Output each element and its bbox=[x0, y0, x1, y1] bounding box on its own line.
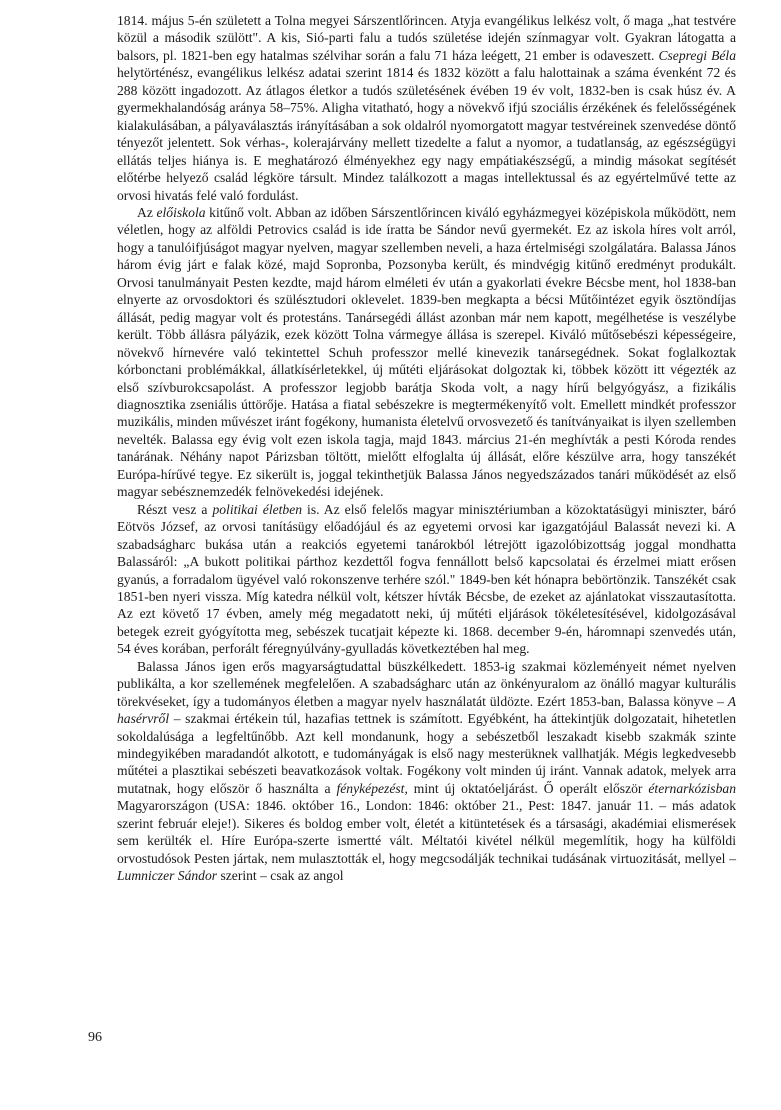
paragraph bbox=[117, 204, 736, 501]
italic-text: Csepregi Béla bbox=[658, 47, 736, 63]
italic-text: fényképezést bbox=[336, 780, 405, 796]
paragraph bbox=[117, 501, 736, 658]
text-run: 1814. május 5-én született a Tolna megyei Sárszentlőrincen. Atyja evangélikus lelkész volt, ő maga „hat testvére közül a második szülött". A kis, Sió-parti falu a tudós születése idején színmagyar volt. Gyakran látogatta a balsors, pl. 1821-ben egy hatalmas szélvihar során a falu 71 háza leégett, 21 ember is odaveszett. bbox=[117, 13, 736, 63]
italic-text: éternarkózisban bbox=[648, 780, 736, 796]
text-run: Balassa János igen erős magyarságtudattal büszkélkedett. 1853-ig szakmai közleményeit német nyelven publikálta, a kor szellemének megfelelően. A szabadságharc után az önkényuralom az önálló magyar kulturális törekvéseket, így a tudományos életben a magyar nyelv használatát üldözte. Ezért 1853-ban, Balassa könyve – bbox=[117, 658, 736, 709]
text-run: Magyarországon (USA: 1846. október 16., London: 1846: október 21., Pest: 1847. január 11. – más adatok szerint február eleje!). Sikeres és boldog ember volt, életét a kitüntetések és a társasági, akadémiai elismerések sem kerülték el. Híre Európa-szerte ismertté vált. Méltatói kivétel nélkül megemlítik, hogy ha külföldi orvostudósok Pesten jártak, nem mulasztották el, hogy megcsodálják technikai tudásának virtuozitását, mellyel – bbox=[117, 798, 736, 866]
paragraph bbox=[117, 658, 736, 885]
text-run: helytörténész, evangélikus lelkész adatai szerint 1814 és 1832 között a falu halottainak a száma évenként 72 és 288 között ingadozott. Az átlagos életkor a tudós születésének évében 19 év volt, 1832-ben is csak húsz év. A gyermekhalandóság aránya 58–75%. Aligha vitatható, hogy a növekvő ifjú szociális érzékének és felelősségének kialakulásában, a pályaválasztás irányításában a sok oldalról nyomorgatott magyar testvéreinek szenvedése döntő tényezőt jelentett. Sok vérhas-, kolerajárvány mellett tizedelte a falut a nyomor, a tudatlanság, az egészségügyi ellátás teljes hiánya is. E meghatározó élményekhez egy nagy empátiakészségű, a mindig másokat segítését előtérbe helyező család légköre társult. Mindez találkozott a magas intellektussal és az egyértelművé tette az orvosi hivatás felé való fordulást. bbox=[117, 65, 736, 203]
page-number: 96 bbox=[88, 1030, 102, 1045]
text-run: , mint új oktatóeljárást. Ő operált először bbox=[404, 780, 649, 796]
text-run: – szakmai értékein túl, hazafias tettnek is számított. Egyébként, ha áttekintjük dolgozatait, hihetetlen sokoldalúsága a legfeltűnőbb. Azt kell mondanunk, hogy a sebészetből leszakadt kisebb szakmák szinte mindegyikében maradandót alkotott, e tudományágak is első nagy mesterüknek vallhatják. Mégis legkedvesebb műtétei a plasztikai sebészeti beavatkozások voltak. Fogékony volt minden új iránt. Vannak adatok, melyek arra mutatnak, hogy először ő használta a bbox=[117, 711, 736, 796]
text-run: szerint – csak az angol bbox=[217, 868, 344, 884]
text-run: is. Az első felelős magyar minisztériumban a közoktatásügyi miniszter, báró Eötvös József, az orvosi tanításügy előadójául és az egyetemi orvosi kar igazgatójául Balassát nevezi ki. A szabadságharc bukása után a reakciós egyetemi tanárokból létrejött igazolóbizottság joggal mondhatta Balassáról: „A bukott politikai párthoz kezdettől fogva fennállott belső kapcsolatai és érzelmei miatt erősen gyanús, a forradalom ügyével való rokonszenve terhére szól." 1849-ben két hónapra bebörtönzik. Tanszékét csak 1851-ben nyeri vissza. Míg katedra nélkül volt, kétszer hívták Bécsbe, de ezeket az ajánlatokat visszautasította. Az ezt követő 17 évben, amely még megadatott neki, új műtéti eljárások tökéletesítésével, kidolgozásával betegek ezreit gyógyította meg, sebészek tucatjait képezte ki. 1868. december 9-én, háromnapi szenvedés után, 54 éves korában, perforált féregnyúlvány-gyulladás következtében hal meg. bbox=[117, 501, 736, 657]
paragraph bbox=[117, 12, 736, 204]
italic-text: A hasérvről bbox=[117, 693, 736, 727]
text-run: kitűnő volt. Abban az időben Sárszentlőrincen kiváló egyházmegyei középiskola működött, nem véletlen, hogy az alföldi Petrovics család is ide íratta be Sándor nevű gyermekét. Ez az iskola híres volt arról, hogy a tanulóifjúságot magyar nyelven, magyar szellemben neveli, a haza értelmiségi szolgálatára. Balassa János három évig járt e falak közé, majd Sopronba, Pozsonyba került, és mindvégig kitűnő eredményt produkált. Orvosi tanulmányait Pesten kezdte, majd három elméleti év után a gyakorlati évekre Bécsbe ment, hol 1838-ban elnyerte az orvosdoktori és szülésztudori oklevelet. 1839-ben megkapta a bécsi Műtőintézet egyik ösztöndíjas állását, pedig magyar volt és protestáns. Tanársegédi állást azonban már nem kapott, megélhetése is veszélybe került. Több állásra pályázik, ezek között Tolna vármegye állása is szerepel. Kiváló műtősebészi képességeire, növekvő hírnevére való tekintettel Schuh professzor mellé kinevezik tanársegédnek. Sokat foglalkoztak kórbonctani problémákkal, állatkísérletekkel, új műtéti eljárásokat dolgoztak ki, többek között itt végezték az első szívburokcsapolást. A professzor legjobb barátja Skoda volt, a nagy hírű belgyógyász, a fizikális diagnosztika zseniális úttörője. Hatása a fiatal sebészekre is megtermékenyítő volt. Emellett mindkét professzor muzikális, minden művészet iránt fogékony, humanista életelvű orvosvezető és tanítványaikat is ilyen szellemben nevelték. Balassa egy évig volt ezen iskola tagja, majd 1843. március 21-én meghívták a pesti Kóroda rendes tanárának. Néhány napot Párizsban töltött, mielőtt elfoglalta új állását, előre készülve arra, hogy tanszékét Európa-hírűvé tegye. Ez sikerült is, joggal tekinthetjük Balassa János negyedszázados tanári működését az első magyar sebésznemzedék felnövekedési idejének. bbox=[117, 204, 737, 500]
italic-text: előiskola bbox=[156, 204, 206, 220]
italic-text: Lumniczer Sándor bbox=[117, 868, 218, 884]
text-run: Részt vesz a bbox=[137, 501, 213, 517]
text-run: Az bbox=[137, 204, 157, 220]
italic-text: politikai életben bbox=[212, 501, 303, 517]
body-text bbox=[117, 12, 736, 885]
